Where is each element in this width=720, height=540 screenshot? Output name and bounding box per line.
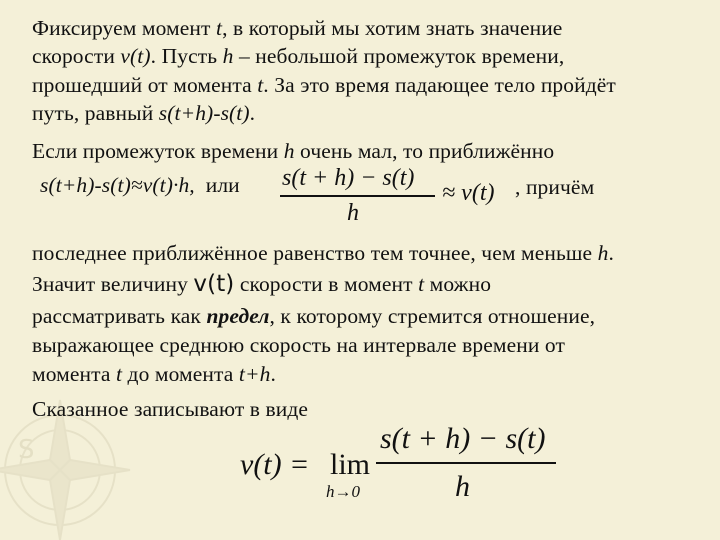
para1-line3: прошедший от момента t. За это время падающее тело пройдёт: [32, 73, 616, 97]
then-text: , причём: [515, 175, 595, 199]
approx-rhs: ≈ v(t): [442, 180, 495, 206]
limit-lhs: v(t) =: [240, 448, 310, 481]
para3-line3: рассматривать как предел, к которому стремится отношение,: [32, 304, 596, 328]
fraction-numerator: s(t + h) − s(t): [282, 165, 415, 191]
para3-line4: выражающее среднюю скорость на интервале времени от: [32, 333, 565, 357]
para1-line1: Фиксируем момент t, в который мы хотим знать значение: [32, 16, 563, 40]
para1-line4: путь, равный s(t+h)-s(t).: [32, 101, 256, 125]
para3-line2: Значит величину v(t) скорости в момент t можно: [32, 271, 492, 297]
fraction-bar: [280, 195, 435, 197]
limit-lim: lim: [330, 448, 371, 481]
para2-approx-line: s(t+h)-s(t)≈v(t)·h, или: [40, 173, 240, 197]
fraction-denominator: h: [347, 200, 359, 226]
limit-fraction-bar: [376, 462, 556, 464]
para1-line2: скорости v(t). Пусть h – небольшой промежуток времени,: [32, 44, 565, 68]
para4-line1: Сказанное записывают в виде: [32, 397, 309, 421]
para2-line1: Если промежуток времени h очень мал, то приближённо: [32, 139, 555, 163]
svg-text:S: S: [18, 435, 35, 465]
para3-line1: последнее приближённое равенство тем точнее, чем меньше h.: [32, 241, 614, 265]
limit-subscript: h→0: [326, 482, 360, 501]
limit-numerator: s(t + h) − s(t): [380, 422, 546, 455]
limit-denominator: h: [455, 470, 470, 503]
para3-line5: момента t до момента t+h.: [32, 362, 276, 386]
